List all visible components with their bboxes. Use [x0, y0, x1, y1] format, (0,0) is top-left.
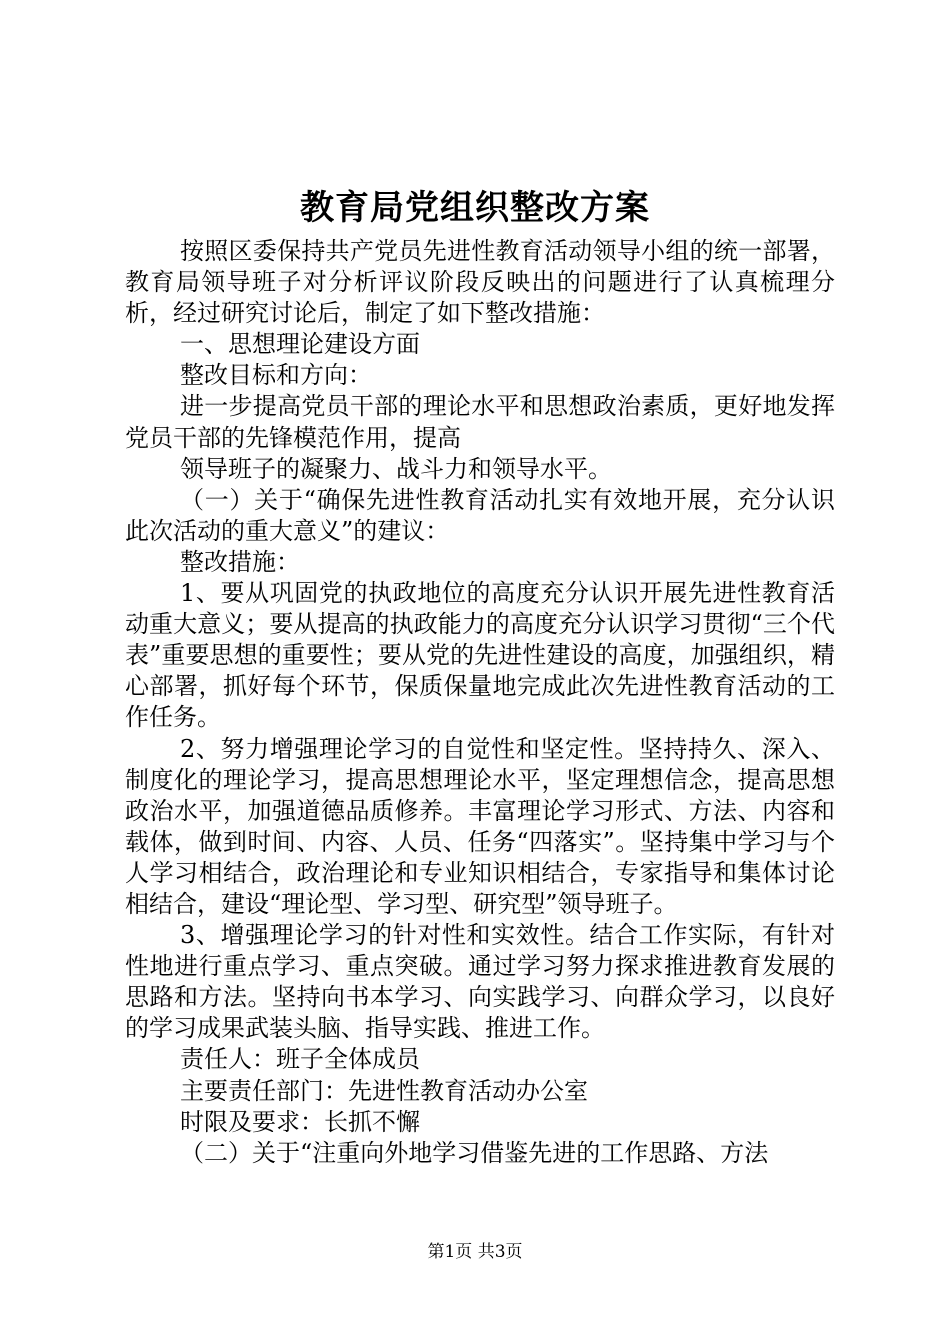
time-requirement: 时限及要求：长抓不懈: [180, 1107, 420, 1136]
section-heading-theory: 一、思想理论建设方面: [180, 330, 420, 359]
document-title: 教育局党组织整改方案: [300, 188, 650, 228]
paragraph-measure-3: 3、增强理论学习的针对性和实效性。结合工作实际，有针对性地进行重点学习、重点突破。通过学习努力探求推进教育发展的思路和方法。坚持向书本学习、向实践学习、向群众学习，以良好的学习成果武装头脑、指导实践、推进工作。: [125, 921, 835, 1043]
page-number-footer: 第1页 共3页: [427, 1242, 523, 1262]
subsection-heading-two: （二）关于“注重向外地学习借鉴先进的工作思路、方法: [180, 1138, 769, 1167]
responsible-department: 主要责任部门：先进性教育活动办公室: [180, 1076, 588, 1105]
responsible-person: 责任人：班子全体成员: [180, 1045, 420, 1074]
paragraph-measure-2: 2、努力增强理论学习的自觉性和坚定性。坚持持久、深入、制度化的理论学习，提高思想理论水平，坚定理想信念，提高思想政治水平，加强道德品质修养。丰富理论学习形式、方法、内容和载体，做到时间、内容、人员、任务“四落实”。坚持集中学习与个人学习相结合，政治理论和专业知识相结合，专家指导和集体讨论相结合，建设“理论型、学习型、研究型”领导班子。: [125, 734, 835, 918]
paragraph-intro: 按照区委保持共产党员先进性教育活动领导小组的统一部署，教育局领导班子对分析评议阶段反映出的问题进行了认真梳理分析，经过研究讨论后，制定了如下整改措施：: [125, 237, 835, 328]
paragraph-goals: 进一步提高党员干部的理论水平和思想政治素质，更好地发挥党员干部的先锋模范作用，提高: [125, 392, 835, 452]
subsection-heading-one: （一）关于“确保先进性教育活动扎实有效地开展，充分认识此次活动的重大意义”的建议：: [125, 485, 835, 545]
paragraph-goals-continued: 领导班子的凝聚力、战斗力和领导水平。: [180, 454, 612, 483]
paragraph-measure-1: 1、要从巩固党的执政地位的高度充分认识开展先进性教育活动重大意义；要从提高的执政能力的高度充分认识学习贯彻“三个代表”重要思想的重要性；要从党的先进性建设的高度，加强组织，精心部署，抓好每个环节，保质保量地完成此次先进性教育活动的工作任务。: [125, 579, 835, 732]
document-body: [125, 236, 835, 1169]
subheading-measures: 整改措施：: [180, 547, 300, 576]
subheading-goals: 整改目标和方向：: [180, 361, 372, 390]
